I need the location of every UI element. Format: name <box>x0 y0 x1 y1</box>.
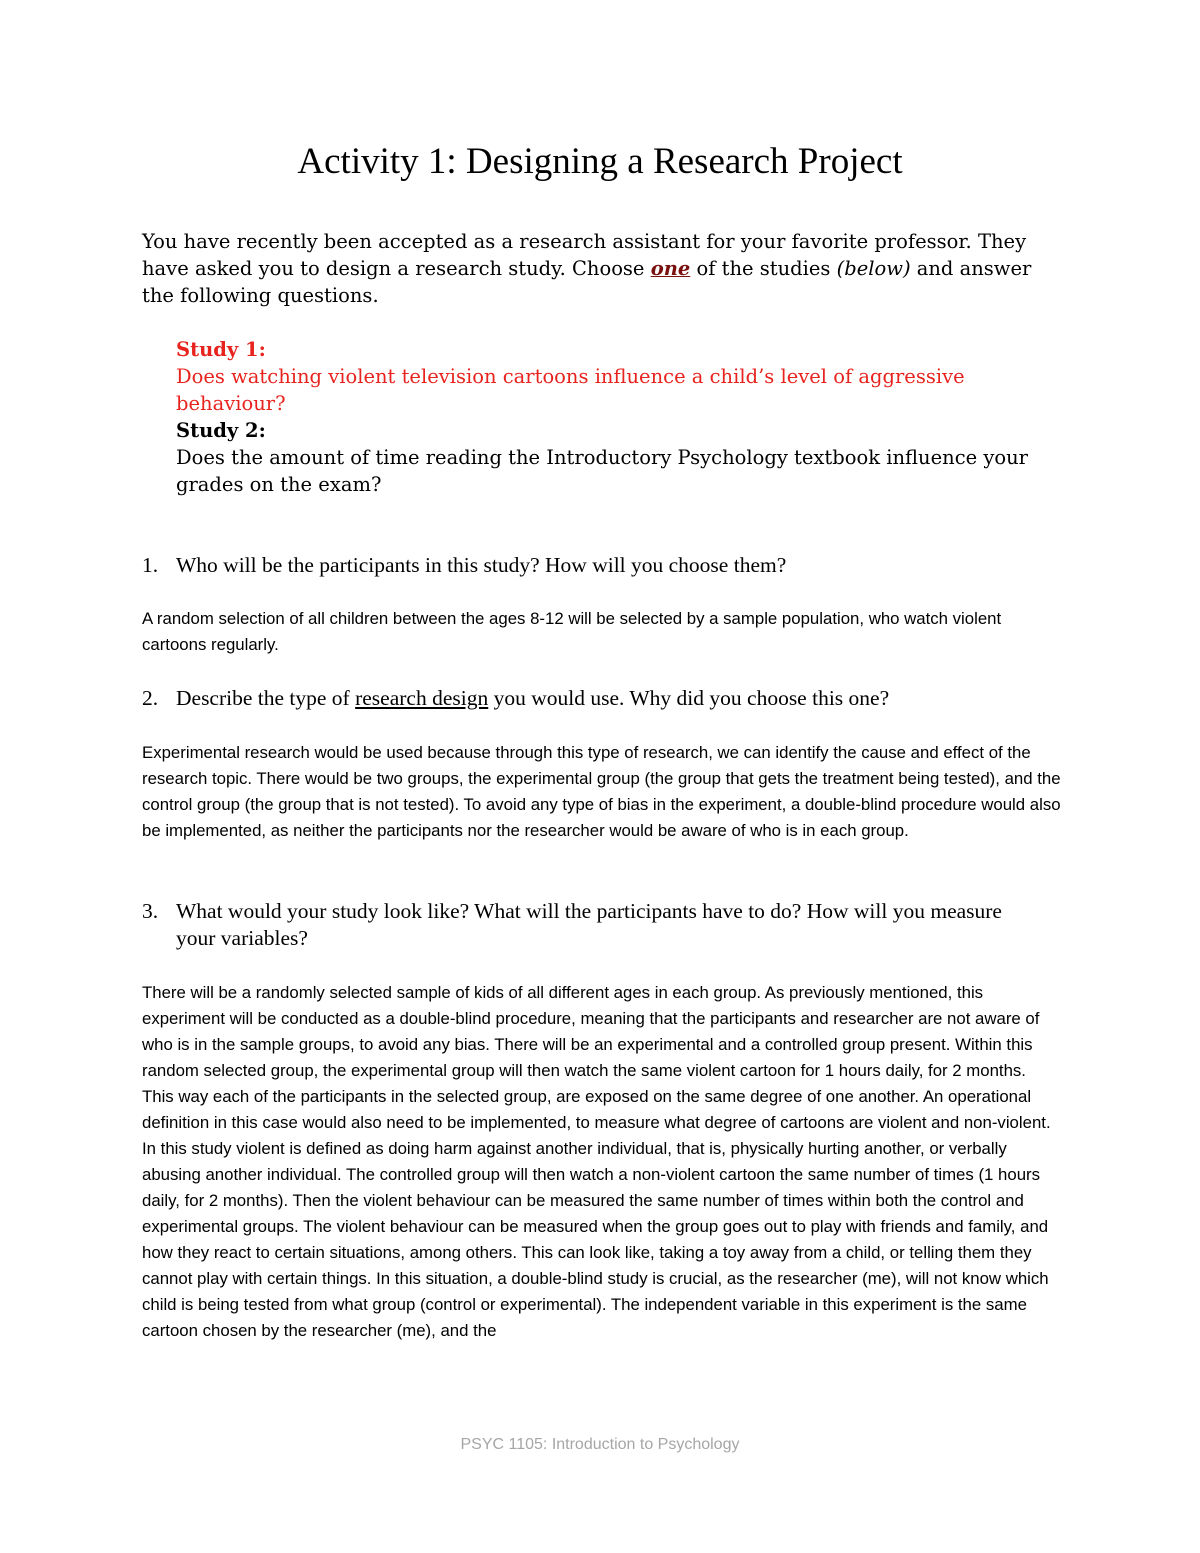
question-2-number: 2. <box>142 686 159 710</box>
question-1-text: Who will be the participants in this study? How will you choose them? <box>176 553 787 577</box>
page-title: Activity 1: Designing a Research Project <box>297 141 903 182</box>
question-2-research-design-term: research design <box>355 686 489 710</box>
question-3 <box>142 898 1042 952</box>
intro-text-end: and answer the following questions. <box>142 257 1032 307</box>
intro-emphasis-one: one <box>650 257 691 280</box>
question-1-number: 1. <box>142 553 159 577</box>
question-3-number: 3. <box>142 899 159 923</box>
study-2-question: Does the amount of time reading the Introductory Psychology textbook influence your grades on the exam? <box>176 446 1028 496</box>
intro-paragraph <box>142 228 1062 309</box>
page-footer: PSYC 1105: Introduction to Psychology <box>460 1436 740 1453</box>
intro-emphasis-below: (below) <box>836 257 911 280</box>
question-1 <box>142 552 1042 579</box>
question-2-text-end: you would use. Why did you choose this one? <box>488 686 890 710</box>
question-2-text <box>176 685 1042 712</box>
study-2-label: Study 2: <box>176 419 266 442</box>
answer-3: There will be a randomly selected sample of kids of all different ages in each group. As previously mentioned, this experiment will be conducted as a double-blind procedure, meaning that the participants and researcher are not aware of who is in the sample groups, to avoid any bias. There will be an experimental and a controlled group present. Within this random selected group, the experimental group will then watch the same violent cartoon for 1 hours daily, for 2 months. This way each of the participants in the selected group, are exposed on the same degree of one another. An operational definition in this case would also need to be implemented, to measure what degree of cartoons are violent and non-violent. In this study violent is defined as doing harm against another individual, that is, physically hurting another, or verbally abusing another individual. The controlled group will then watch a non-violent cartoon the same number of times (1 hours daily, for 2 months). Then the violent behaviour can be measured the same number of times within both the control and experimental groups. The violent behaviour can be measured when the group goes out to play with friends and family, and how they react to certain situations, among others. This can look like, taking a toy away from a child, or telling them they cannot play with certain things. In this situation, a double-blind study is crucial, as the researcher (me), will not know which child is being tested from what group (control or experimental). The independent variable in this experiment is the same cartoon chosen by the researcher (me), and the <box>142 983 1051 1340</box>
question-2 <box>142 685 1042 712</box>
answer-2: Experimental research would be used because through this type of research, we can identify the cause and effect of the research topic. There would be two groups, the experimental group (the group that gets the treatment being tested), and the control group (the group that is not tested). To avoid any type of bias in the experiment, a double-blind procedure would also be implemented, as neither the participants nor the researcher would be aware of who is in each group. <box>142 743 1061 840</box>
intro-text-middle: of the studies <box>690 257 837 280</box>
answer-1: A random selection of all children between the ages 8-12 will be selected by a sample population, who watch violent cartoons regularly. <box>142 609 1002 654</box>
study-2-block <box>176 417 1076 498</box>
intro-text-start: You have recently been accepted as a research assistant for your favorite professor. They have asked you to design a research study. Choose <box>142 230 1027 280</box>
study-1-block <box>176 336 1076 417</box>
study-1-question: Does watching violent television cartoons influence a child’s level of aggressive behaviour? <box>176 365 965 415</box>
question-3-text: What would your study look like? What will the participants have to do? How will you measure your variables? <box>176 899 1002 950</box>
study-1-label: Study 1: <box>176 338 266 361</box>
question-2-text-start: Describe the type of <box>176 686 356 710</box>
